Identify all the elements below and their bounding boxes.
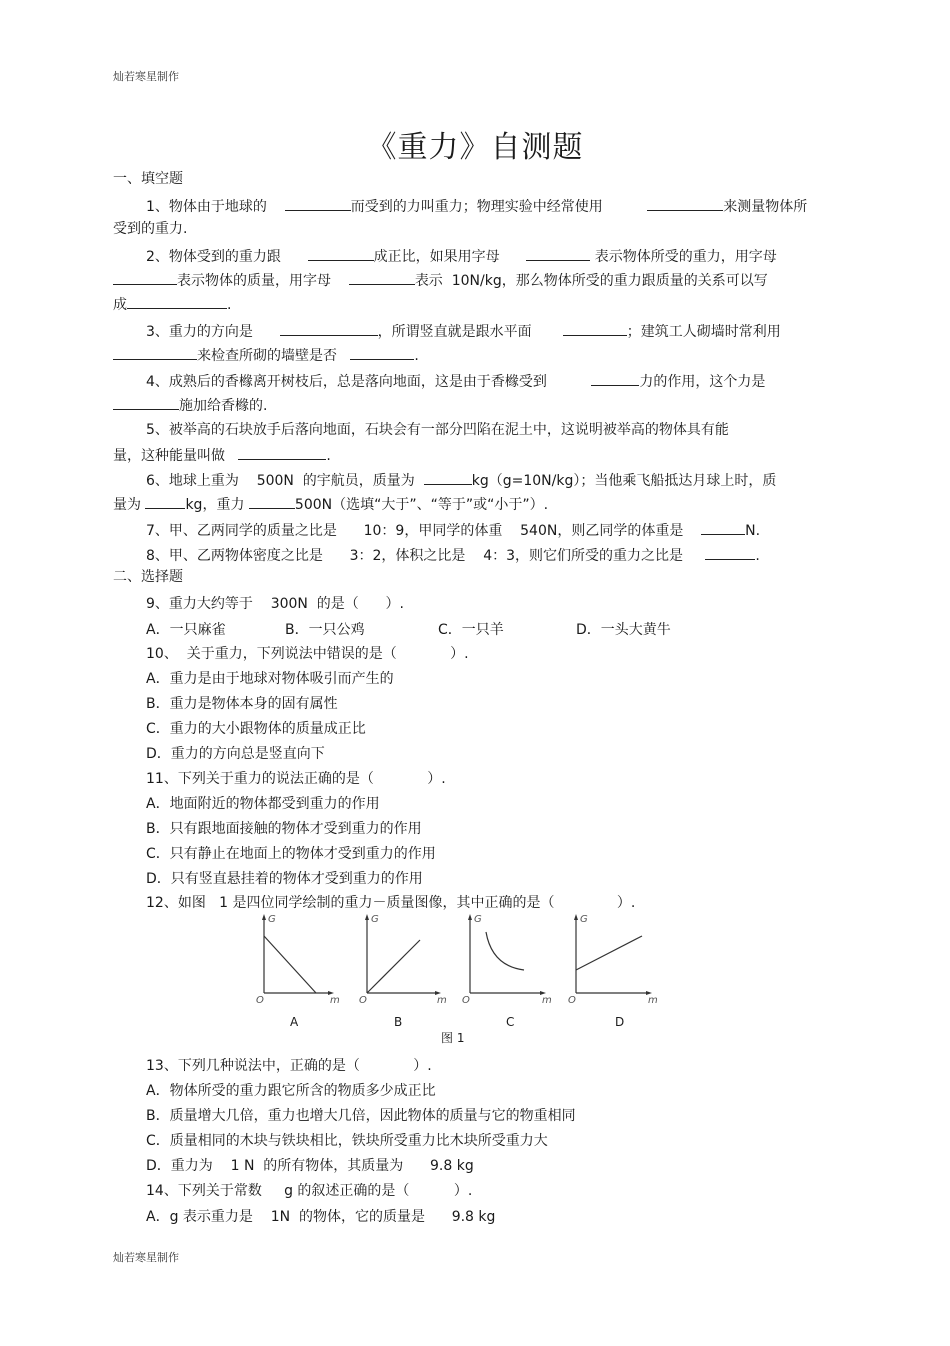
q10-option-d[interactable]: D．重力的方向总是竖直向下	[146, 746, 325, 762]
question-2-line1: 2、物体受到的重力跟 成正比，如果用字母 表示物体所受的重力，用字母	[146, 246, 777, 266]
question-3-line2: 来检查所砌的墙壁是否 .	[113, 345, 419, 365]
origin-label: O	[462, 995, 470, 1005]
axis-label-g: G	[580, 914, 588, 925]
q13-option-c[interactable]: C．质量相同的木块与铁块相比，铁块所受重力比木块所受重力大	[146, 1133, 548, 1149]
q9-option-b[interactable]: B．一只公鸡	[285, 622, 365, 638]
axis-label-m: m	[648, 995, 658, 1005]
graph-label-d[interactable]: D	[615, 1015, 625, 1029]
blank[interactable]	[647, 196, 723, 211]
question-7: 7、甲、乙两同学的质量之比是 10：9，甲同学的体重 540N，则乙同学的体重是 N.	[146, 520, 760, 540]
question-4-line2: 施加给香橼的.	[113, 395, 267, 415]
q11-option-c[interactable]: C．只有静止在地面上的物体才受到重力的作用	[146, 846, 436, 862]
blank[interactable]	[526, 246, 590, 261]
blank[interactable]	[113, 395, 179, 410]
question-5-line1: 5、被举高的石块放手后落向地面，石块会有一部分凹陷在泥土中，这说明被举高的物体具有能	[146, 422, 729, 438]
blank[interactable]	[308, 246, 374, 261]
blank[interactable]	[285, 196, 351, 211]
axis-label-m: m	[330, 995, 340, 1005]
question-10-stem: 10、 关于重力，下列说法中错误的是（ ）.	[146, 646, 469, 662]
blank[interactable]	[350, 345, 414, 360]
graph-d	[566, 910, 666, 1005]
blank[interactable]	[113, 270, 177, 285]
question-9-stem: 9、重力大约等于 300N 的是（ ）.	[146, 596, 404, 612]
page-header: 灿若寒星制作	[113, 70, 179, 83]
blank[interactable]	[591, 371, 639, 386]
q10-option-c[interactable]: C．重力的大小跟物体的质量成正比	[146, 721, 366, 737]
section-fill-blank: 一、填空题	[113, 171, 183, 187]
q11-option-a[interactable]: A．地面附近的物体都受到重力的作用	[146, 796, 380, 812]
axis-label-g: G	[371, 914, 379, 925]
blank[interactable]	[127, 294, 227, 309]
question-4-line1: 4、成熟后的香橼离开树枝后，总是落向地面，这是由于香橼受到 力的作用，这个力是	[146, 371, 765, 391]
question-6-line2: 量为 kg，重力 500N（选填“大于”、“等于”或“小于”）.	[113, 494, 548, 514]
figure-caption: 图 1	[441, 1031, 465, 1045]
q14-option-a[interactable]: A．g 表示重力是 1N 的物体，它的质量是 9.8 kg	[146, 1209, 496, 1225]
question-1-line1: 1、物体由于地球的 而受到的力叫重力；物理实验中经常使用 来测量物体所	[146, 196, 807, 216]
blank[interactable]	[238, 445, 326, 460]
q10-option-a[interactable]: A．重力是由于地球对物体吸引而产生的	[146, 671, 394, 687]
question-5-line2: 量，这种能量叫做 .	[113, 445, 331, 465]
section-multiple-choice: 二、选择题	[113, 569, 183, 585]
blank[interactable]	[145, 494, 185, 509]
axis-label-m: m	[542, 995, 552, 1005]
graph-label-b[interactable]: B	[394, 1015, 403, 1029]
graph-label-c[interactable]: C	[506, 1015, 515, 1029]
graph-label-a[interactable]: A	[290, 1015, 299, 1029]
page-footer: 灿若寒星制作	[113, 1251, 179, 1264]
axis-label-g: G	[268, 914, 276, 925]
question-1-line2: 受到的重力.	[113, 221, 188, 237]
q11-option-b[interactable]: B．只有跟地面接触的物体才受到重力的作用	[146, 821, 422, 837]
graph-c	[460, 910, 560, 1005]
question-2-line2: 表示物体的质量，用字母 表示 10N/kg，那么物体所受的重力跟质量的关系可以写	[113, 270, 768, 290]
question-12-stem: 12、如图 1 是四位同学绘制的重力－质量图像，其中正确的是（ ）.	[146, 895, 636, 911]
q13-option-b[interactable]: B．质量增大几倍，重力也增大几倍，因此物体的质量与它的物重相同	[146, 1108, 576, 1124]
origin-label: O	[256, 995, 264, 1005]
q13-option-d[interactable]: D．重力为 1 N 的所有物体，其质量为 9.8 kg	[146, 1158, 474, 1174]
blank[interactable]	[563, 321, 627, 336]
axis-label-m: m	[437, 995, 447, 1005]
question-2-line3: 成 .	[113, 294, 231, 314]
question-11-stem: 11、下列关于重力的说法正确的是（ ）.	[146, 771, 446, 787]
blank[interactable]	[249, 494, 295, 509]
blank[interactable]	[280, 321, 378, 336]
question-13-stem: 13、下列几种说法中，正确的是（ ）.	[146, 1058, 432, 1074]
blank[interactable]	[113, 345, 197, 360]
graph-b	[357, 910, 457, 1005]
axis-label-g: G	[474, 914, 482, 925]
page-title: 《重力》自测题	[366, 130, 584, 165]
origin-label: O	[568, 995, 576, 1005]
question-8: 8、甲、乙两物体密度之比是 3：2，体积之比是 4：3，则它们所受的重力之比是 .	[146, 545, 760, 565]
question-3-line1: 3、重力的方向是 ，所谓竖直就是跟水平面 ；建筑工人砌墙时常利用	[146, 321, 781, 341]
question-14-stem: 14、下列关于常数 g 的叙述正确的是（ ）.	[146, 1183, 473, 1199]
origin-label: O	[359, 995, 367, 1005]
graph-a	[254, 910, 354, 1005]
blank[interactable]	[424, 470, 472, 485]
q9-option-c[interactable]: C．一只羊	[438, 622, 504, 638]
q9-option-d[interactable]: D．一头大黄牛	[576, 622, 671, 638]
question-6-line1: 6、地球上重为 500N 的宇航员，质量为 kg（g=10N/kg）；当他乘飞船抵达月球上时，质	[146, 470, 776, 490]
q10-option-b[interactable]: B．重力是物体本身的固有属性	[146, 696, 338, 712]
blank[interactable]	[705, 545, 755, 560]
blank[interactable]	[349, 270, 415, 285]
q9-option-a[interactable]: A．一只麻雀	[146, 622, 226, 638]
blank[interactable]	[701, 520, 745, 535]
q13-option-a[interactable]: A．物体所受的重力跟它所含的物质多少成正比	[146, 1083, 436, 1099]
q11-option-d[interactable]: D．只有竖直悬挂着的物体才受到重力的作用	[146, 871, 423, 887]
